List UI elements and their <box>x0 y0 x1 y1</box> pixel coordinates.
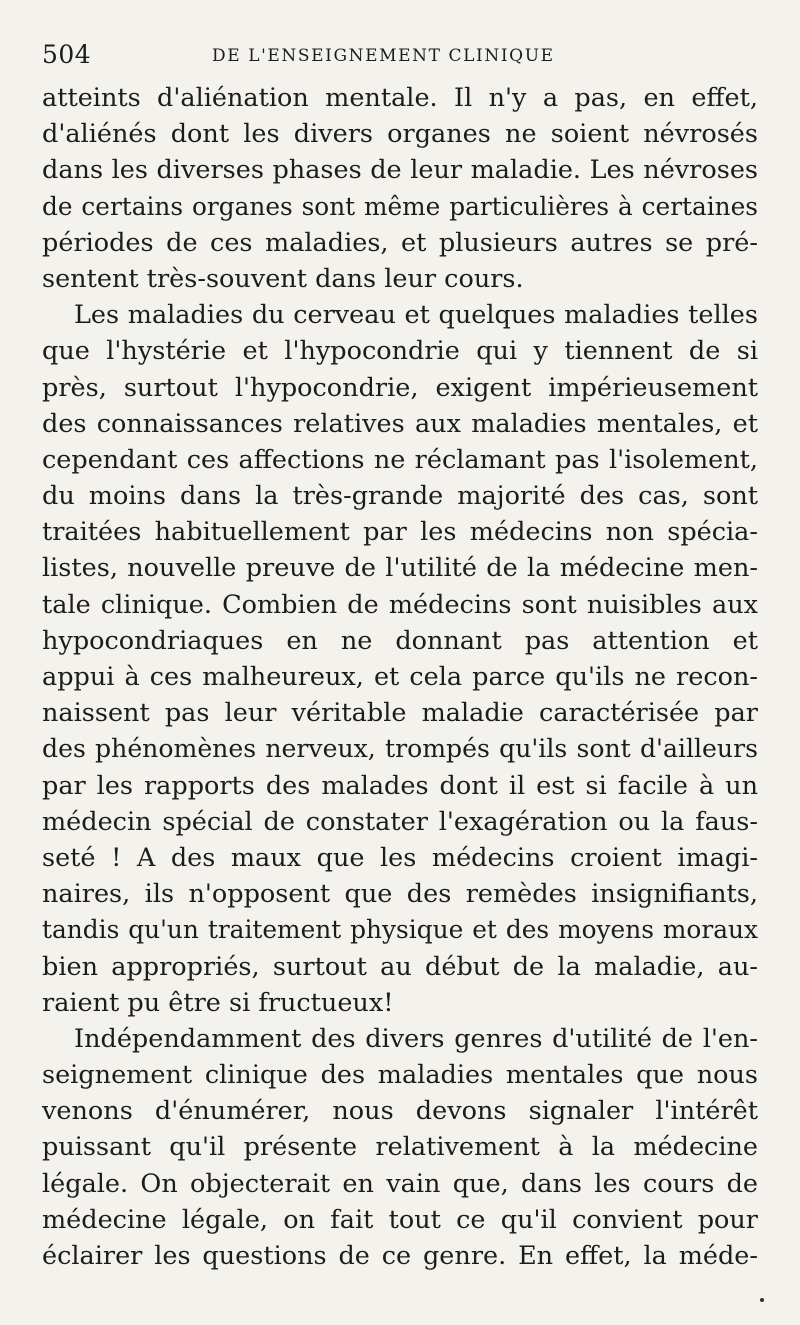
text-line: éclairer les questions de ce genre. En effet, la méde- <box>42 1241 758 1271</box>
text-line: appui à ces malheureux, et cela parce qu'ils ne recon- <box>42 662 758 692</box>
text-line: sentent très-souvent dans leur cours. <box>42 263 524 294</box>
text-line: tale clinique. Combien de médecins sont nuisibles aux <box>42 589 758 620</box>
page-number: 504 <box>42 40 92 69</box>
text-line: des connaissances relatives aux maladies mentales, et <box>42 408 758 439</box>
text-line: cependant ces affections ne réclamant pas l'isolement, <box>42 444 758 475</box>
text-line: du moins dans la très-grande majorité des cas, sont <box>42 481 758 512</box>
text-line: bien appropriés, surtout au début de la maladie, au- <box>42 951 758 982</box>
text-line: par les rapports des malades dont il est si facile à un <box>42 770 758 801</box>
text-line: près, surtout l'hypocondrie, exigent impérieusement <box>42 372 758 403</box>
text-line: seignement clinique des maladies mentales que nous <box>42 1060 758 1091</box>
text-line: venons d'énumérer, nous devons signaler l'intérêt <box>42 1096 758 1127</box>
text-line: naires, ils n'opposent que des remèdes insignifiants, <box>42 879 758 910</box>
text-line: médecin spécial de constater l'exagération ou la faus- <box>42 806 758 837</box>
text-line: d'aliénés dont les divers organes ne soient névrosés <box>42 119 758 150</box>
text-line: raient pu être si fructueux! <box>42 987 394 1018</box>
text-line: traitées habituellement par les médecins non spécia- <box>42 517 758 548</box>
text-line: hypocondriaques en ne donnant pas attention et <box>42 625 758 656</box>
text-line: des phénomènes nerveux, trompés qu'ils sont d'ailleurs <box>42 734 758 764</box>
paragraph-start-line: Les maladies du cerveau et quelques maladies telles <box>74 300 758 331</box>
text-line: seté ! A des maux que les médecins croient imagi- <box>42 842 758 873</box>
text-line: légale. On objecterait en vain que, dans les cours de <box>42 1168 758 1199</box>
text-line: naissent pas leur véritable maladie caractérisée par <box>42 698 758 729</box>
text-line: que l'hystérie et l'hypocondrie qui y tiennent de si <box>42 336 758 367</box>
text-line: atteints d'aliénation mentale. Il n'y a pas, en effet, <box>42 83 758 113</box>
body-text <box>42 80 758 1274</box>
text-line: puissant qu'il présente relativement à la médecine <box>42 1132 758 1163</box>
text-line: tandis qu'un traitement physique et des moyens moraux <box>42 915 758 945</box>
paragraph-start-line: Indépendamment des divers genres d'utilité de l'en- <box>74 1023 758 1054</box>
text-line: périodes de ces maladies, et plusieurs autres se pré- <box>42 227 758 258</box>
text-line: listes, nouvelle preuve de l'utilité de la médecine men- <box>42 553 758 584</box>
page-header <box>42 40 758 72</box>
running-title: DE L'ENSEIGNEMENT CLINIQUE <box>212 46 555 66</box>
text-line: dans les diverses phases de leur maladie. Les névroses <box>42 155 758 186</box>
ink-speck <box>760 1298 764 1302</box>
text-line: de certains organes sont même particulières à certaines <box>42 191 758 221</box>
text-line: médecine légale, on fait tout ce qu'il convient pour <box>42 1204 758 1235</box>
